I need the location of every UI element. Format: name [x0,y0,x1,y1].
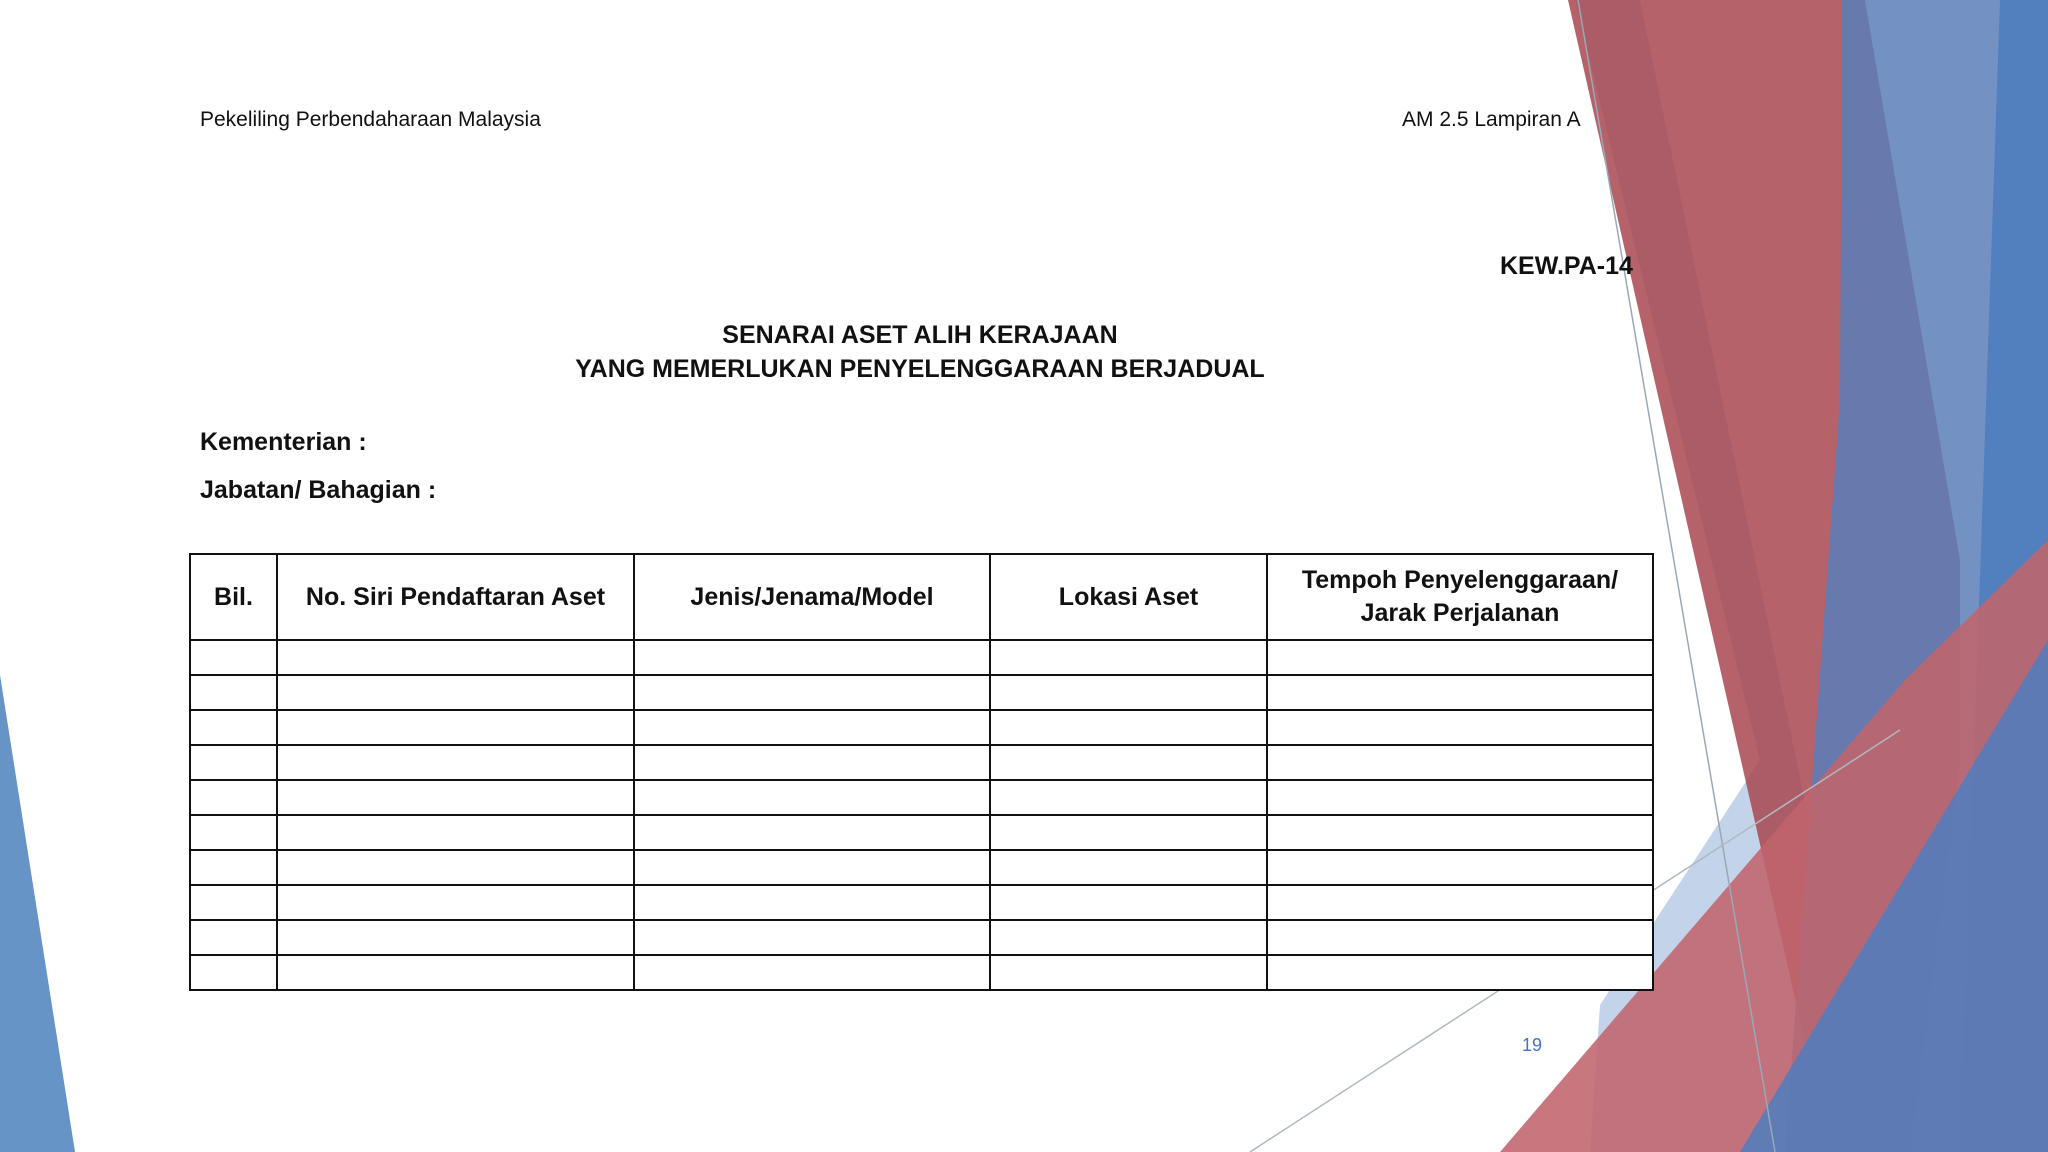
ministry-label: Kementerian : [200,428,367,456]
table-cell[interactable] [1267,815,1653,850]
table-cell[interactable] [1267,920,1653,955]
table-cell[interactable] [190,955,277,990]
table-row [190,885,1653,920]
table-cell[interactable] [1267,640,1653,675]
table-cell[interactable] [277,640,634,675]
table-row [190,920,1653,955]
table-cell[interactable] [277,955,634,990]
table-cell[interactable] [1267,710,1653,745]
form-code: KEW.PA-14 [1500,252,1633,280]
table-cell[interactable] [634,885,990,920]
table-cell[interactable] [990,885,1267,920]
table-cell[interactable] [190,920,277,955]
table-body [190,640,1653,990]
department-label: Jabatan/ Bahagian : [200,476,437,504]
document-reference: Pekeliling Perbendaharaan Malaysia [200,108,541,131]
table-cell[interactable] [634,850,990,885]
table-cell[interactable] [1267,745,1653,780]
table-cell[interactable] [277,920,634,955]
table-cell[interactable] [190,710,277,745]
asset-table [189,553,1654,991]
table-cell[interactable] [990,815,1267,850]
table-cell[interactable] [990,850,1267,885]
table-cell[interactable] [1267,850,1653,885]
table-cell[interactable] [990,780,1267,815]
table-cell[interactable] [277,710,634,745]
table-cell[interactable] [277,745,634,780]
table-cell[interactable] [190,745,277,780]
table-cell[interactable] [190,815,277,850]
col-serial-header: No. Siri Pendaftaran Aset [277,554,634,640]
table-cell[interactable] [634,640,990,675]
asset-table-grid [189,553,1654,991]
table-cell[interactable] [634,955,990,990]
table-row [190,640,1653,675]
title-line-1: SENARAI ASET ALIH KERAJAAN [722,321,1118,349]
table-cell[interactable] [634,920,990,955]
document-title [420,318,1420,386]
col-bil-header: Bil. [190,554,277,640]
table-row [190,675,1653,710]
table-cell[interactable] [190,885,277,920]
table-cell[interactable] [190,640,277,675]
table-cell[interactable] [190,780,277,815]
table-cell[interactable] [634,675,990,710]
table-cell[interactable] [277,815,634,850]
table-header-row [190,554,1653,640]
table-row [190,955,1653,990]
table-row [190,745,1653,780]
table-cell[interactable] [990,745,1267,780]
col-maintenance-header: Tempoh Penyelenggaraan/ Jarak Perjalanan [1267,554,1653,640]
table-row [190,780,1653,815]
table-row [190,850,1653,885]
table-cell[interactable] [990,675,1267,710]
table-cell[interactable] [277,780,634,815]
table-cell[interactable] [990,710,1267,745]
title-line-2: YANG MEMERLUKAN PENYELENGGARAAN BERJADUAL [575,355,1265,383]
left-blue-shape [0,675,75,1152]
col-location-header: Lokasi Aset [990,554,1267,640]
table-cell[interactable] [990,955,1267,990]
table-cell[interactable] [277,675,634,710]
table-cell[interactable] [190,675,277,710]
table-cell[interactable] [1267,955,1653,990]
table-cell[interactable] [634,780,990,815]
table-cell[interactable] [277,885,634,920]
table-cell[interactable] [990,640,1267,675]
table-cell[interactable] [190,850,277,885]
table-cell[interactable] [1267,780,1653,815]
table-cell[interactable] [634,815,990,850]
appendix-reference: AM 2.5 Lampiran A [1402,108,1581,131]
table-cell[interactable] [277,850,634,885]
table-cell[interactable] [634,745,990,780]
col-type-header: Jenis/Jenama/Model [634,554,990,640]
table-cell[interactable] [634,710,990,745]
table-row [190,815,1653,850]
table-cell[interactable] [1267,675,1653,710]
table-row [190,710,1653,745]
table-cell[interactable] [990,920,1267,955]
table-cell[interactable] [1267,885,1653,920]
page-number: 19 [1522,1035,1543,1055]
